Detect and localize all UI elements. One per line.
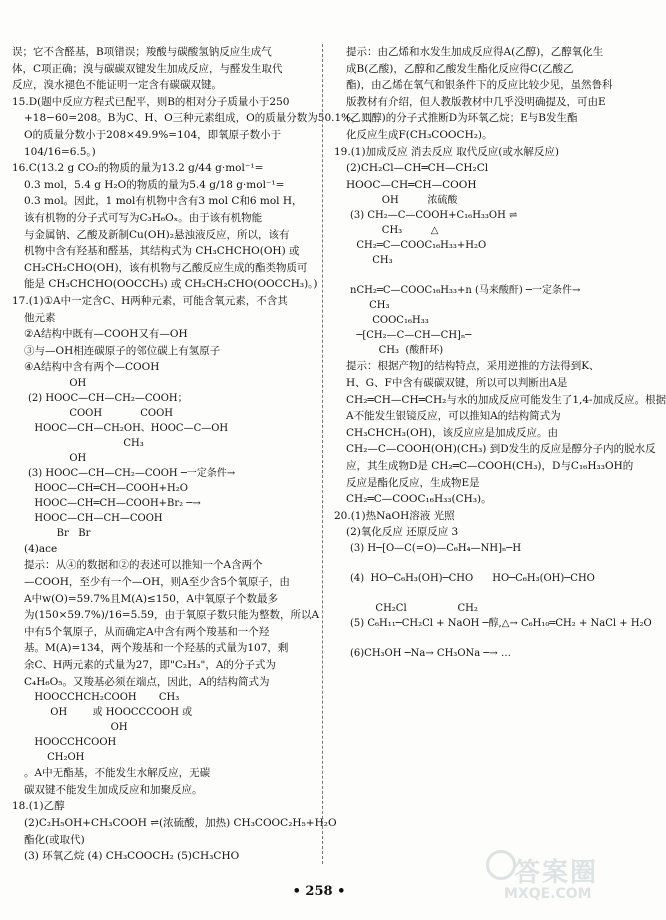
formula-line: (2) HOOC—CH—CH₂—COOH； (28, 392, 188, 404)
text-line: (2)氧化反应 还原反应 3 (346, 526, 459, 539)
text-line: 版教材有介绍，但人教版教材中几乎没明确提及，可由E (346, 95, 606, 108)
text-line: CH₂═CH—CH═CH₂与水的加成反应可能发生了1,4-加成反应。根据 (346, 393, 666, 406)
text-line: 19.(1)加成反应 消去反应 取代反应(或水解反应) (334, 145, 559, 158)
formula-line: OH 浓硫酸 (350, 195, 458, 207)
watermark-icon (486, 850, 516, 880)
text-line: A中w(O)=59.7%且M(A)≤150，A中氧原子个数最多 (24, 592, 278, 605)
formula-line: (4) HO─C₆H₃(OH)─CHO HO─C₆H₃(OH)─CHO (350, 572, 595, 584)
text-line: ④A结构中含有两个—COOH (24, 361, 160, 374)
formula-line: HOOC—CH═CH—COOH+Br₂ ─→ (28, 497, 201, 509)
formula-line: CH₂Cl CH₂ (350, 602, 478, 614)
formula-line: HOOC—CH—CH—COOH (28, 512, 163, 524)
formula-line: (6)CH₃OH ─Na→ CH₃ONa ─→ … (350, 647, 511, 659)
text-line: 15.D(题中反应方程式已配平，则B的相对分子质量小于250 (12, 95, 290, 108)
text-line: 成B(乙酸)，乙醇和乙酸发生酯化反应得C(乙酸乙 (346, 62, 574, 75)
text-line: ②A结构中既有—COOH又有—OH (24, 328, 188, 341)
watermark-logo (484, 846, 634, 912)
text-line: 提示：根据产物J的结构特点，采用逆推的方法得到K、 (346, 360, 600, 373)
text-line: 碳双键不能发生加成反应和加聚反应。 (24, 783, 203, 796)
formula-line: OH (28, 722, 128, 734)
text-line: ③与—OH相连碳原子的邻位碳上有氢原子 (24, 344, 221, 357)
left-formulas-q17 (12, 376, 312, 541)
text-line: 104/16=6.5。) (24, 145, 96, 158)
formula-line: OH (28, 377, 87, 389)
formula-line: CH₃ △ (350, 225, 439, 237)
formula-line: (3) CH₂—C—COOH+C₁₆H₃₃OH ⇌ (350, 210, 518, 222)
text-line: 酯)，由乙烯在氧气和银条件下的反应比较少见，虽然鲁科 (346, 79, 613, 92)
text-line: 应，其生成物D是 CH₂═C—COOH(CH₃)，D与C₁₆H₃₃OH的 (346, 459, 634, 472)
text-line: 该有机物的分子式可写为C₃H₆Oₓ。由于该有机物能 (24, 211, 263, 224)
text-line: CH₂CH₂CHO(OH)，该有机物与乙酸反应生成的酯类物质可 (24, 261, 308, 274)
text-line: —COOH，至少有一个—OH，则A至少含5个氧原子，由 (24, 576, 290, 589)
left-hint-q17 (12, 541, 320, 690)
formula-line: COOH COOH (28, 407, 174, 419)
formula-line: CH₃ (350, 300, 390, 312)
formula-line: (5) C₆H₁₁─CH₂Cl + NaOH ─醇,△→ C₆H₁₀═CH₂ + NaCl + H₂O (350, 617, 652, 629)
text-line: HOOC—CH═CH—COOH (346, 178, 477, 191)
text-line: 0.3 mol，5.4 g H₂O的物质的量为5.4 g/18 g·mol⁻¹= (24, 178, 285, 191)
right-column (334, 44, 666, 661)
text-line: CH₂—C—COOH(OH)(CH₃) 到D发生的反应是醇分子内的脱水反 (346, 443, 656, 456)
column-divider (322, 44, 324, 864)
formula-line: (3) H─[O—C(=O)—C₆H₄—NH]ₙ─H (350, 542, 522, 554)
formula-line: CH₂═C—COOC₁₆H₃₃+H₂O (350, 240, 487, 252)
formula-line: HOOCCHCOOH (28, 737, 117, 749)
text-line: 他元素 (24, 311, 56, 324)
formula-line: OH (28, 452, 87, 464)
text-line: (2)CH₂Cl—CH═CH—CH₂Cl (346, 162, 489, 175)
text-line: 0.3 mol。因此，1 mol有机物中含有3 mol C和6 mol H， (24, 195, 303, 208)
left-column (12, 44, 373, 865)
text-line: 17.(1)①A中一定含C、H两种元素，可能含氧元素，不含其 (12, 294, 288, 307)
text-line: CH₃CHCH₃(OH)，该反应应是加成反应。由 (346, 426, 558, 439)
text-line: 为(150×59.7%)/16=5.59，由于氧原子数只能为整数，所以A (24, 609, 320, 622)
text-line: 与金属钠、乙酸及新制Cu(OH)₂悬浊液反应，所以，该有 (24, 228, 290, 241)
text-line: (2)C₂H₅OH+CH₃COOH ⇌(浓硫酸，加热) CH₃COOC₂H₅+H₂O (24, 817, 337, 829)
right-formulas-q20 (334, 541, 652, 661)
text-line: 18.(1)乙醇 (12, 800, 65, 813)
text-line: (乙二醇)的分子式推断D为环氧乙烷；E与B发生酯 (346, 112, 578, 125)
text-line: (3) 环氧乙烷 (4) CH₃COOCH₂ (5)CH₃CHO (24, 850, 240, 863)
formula-line: HOOC—CH═CH—COOH+H₂O (28, 482, 188, 494)
formula-line (334, 556, 626, 571)
right-hint-q19 (334, 358, 666, 541)
formula-line: Br Br (28, 527, 91, 539)
left-text-a (12, 44, 373, 376)
text-line: O的质量分数小于208×49.9%=104，即氧原子数小于 (24, 128, 282, 141)
formula-line: HOOC—CH—CH₂OH、HOOC—C—OH (28, 422, 229, 434)
text-line: 16.C(13.2 g CO₂的物质的量为13.2 g/44 g·mol⁻¹= (12, 162, 264, 175)
formula-line (334, 268, 626, 283)
formula-line: CH₃ (28, 437, 144, 449)
text-line: 化反应生成F(CH₃COOCH₂)。 (346, 128, 493, 141)
text-line: 机物中含有羟基和醛基，其结构式为 CH₃CHCHO(OH) 或 (24, 245, 300, 258)
text-line: 提示：由乙烯和水发生加成反应得A(乙醇)，乙醇氧化生 (346, 46, 604, 58)
text-line: 误；它不含醛基，B项错误；羧酸与碳酸氢钠反应生成气 (12, 46, 272, 58)
formula-line: OH 或 HOOCCCOOH 或 (28, 707, 193, 719)
page-number: • 258 • (292, 884, 346, 899)
watermark-url: MXQE.COM (504, 886, 592, 902)
formula-line: HOOCCHCH₂COOH CH₃ (28, 692, 180, 704)
formula-line: COOC₁₆H₃₃ (350, 315, 429, 327)
text-line: (4)ace (24, 542, 58, 555)
text-line: 能是 CH₃CHCHO(OOCCH₃) 或 CH₂CH₂CHO(OOCCH₃)。) (24, 278, 318, 291)
formula-line: (3) HOOC—CH—CH₂—COOH ─一定条件→ (28, 467, 236, 479)
right-formulas-q19 (334, 193, 626, 358)
text-line: 酯化(或取代) (24, 833, 85, 846)
text-line: 20.(1)热NaOH溶液 光照 (334, 509, 455, 522)
text-line: C₄H₆O₅。又羧基必须在端点，因此，A的结构简式为 (24, 675, 270, 688)
left-text-q18 (12, 765, 337, 865)
formula-line (334, 586, 626, 601)
text-line: 体，C项正确；溴与碳碳双键发生加成反应，与醛发生取代 (12, 62, 283, 75)
text-line: A不能发生银镜反应，可以推知A的结构简式为 (346, 410, 561, 423)
formula-line: CH₃ (酸酐环) (350, 345, 444, 357)
text-line: 基。M(A)=134，两个羧基和一个羟基的式量为107，剩 (24, 642, 289, 655)
text-line: 中有5个氧原子，从而确定A中含有两个羧基和一个羟 (24, 625, 270, 638)
left-formulas-q17-structures (12, 690, 312, 765)
text-line: 。A中无酯基，不能发生水解反应，无碳 (24, 767, 211, 780)
formula-line: nCH₂═C—COOC₁₆H₃₃+n (马来酸酐) ─一定条件→ (350, 285, 581, 297)
text-line: 提示：从④的数据和②的表述可以推知一个A含两个 (24, 559, 263, 572)
formula-line: ─[CH₂—C—CH—CH]ₙ─ (350, 330, 472, 342)
text-line: CH₂═C—COOC₁₆H₃₃(CH₃)。 (346, 493, 492, 506)
text-line: 反应是酯化反应，生成物E是 (346, 476, 480, 489)
text-line: +18−60=208。B为C、H、O三种元素组成，O的质量分数为50.1%，则 (24, 112, 373, 125)
formula-line (334, 631, 626, 646)
formula-line: CH₂OH (28, 752, 85, 764)
right-text-a (334, 44, 626, 193)
watermark-text: 答案圈 (514, 858, 599, 888)
formula-line: CH₃ (350, 255, 393, 267)
text-line: H、G、F中含有碳碳双键，所以可以判断出A是 (346, 376, 568, 389)
text-line: 余C、H两元素的式量为27，即"C₂H₃"，A的分子式为 (24, 659, 276, 672)
text-line: 反应，溴水褪色不能证明一定含有碳碳双键。 (12, 79, 222, 92)
